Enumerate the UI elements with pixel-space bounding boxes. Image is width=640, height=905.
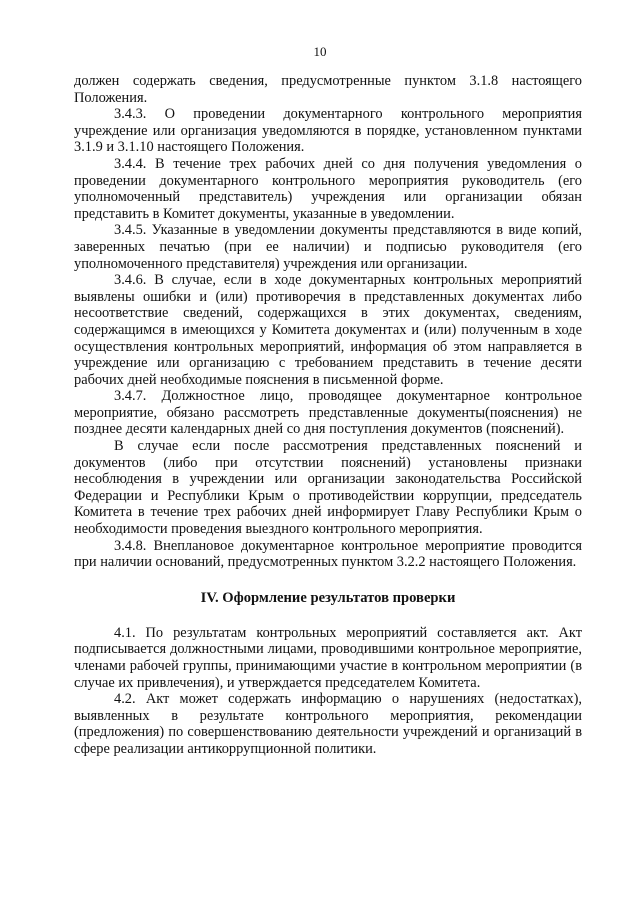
paragraph-4-1: 4.1. По результатам контрольных мероприятий составляется акт. Акт подписывается должностными лицами, проводившими контрольное мероприятие, членами рабочей группы, принимающими участие в контрольном мероприятии (в случае их привлечения), и утверждается председателем Комитета. [74, 624, 582, 691]
page-number: 10 [313, 44, 327, 59]
paragraph-3-4-5: 3.4.5. Указанные в уведомлении документы представляются в виде копий, заверенных печатью (при ее наличии) и подписью руководителя (его уполномоченного представителя) учреждения или организации. [74, 222, 582, 272]
paragraph-3-4-8: 3.4.8. Внеплановое документарное контрольное мероприятие проводится при наличии оснований, предусмотренных пунктом 3.2.2 настоящего Положения. [74, 537, 582, 571]
page-content [74, 73, 582, 758]
paragraph-3-4-7-followup: В случае если после рассмотрения представленных пояснений и документов (либо при отсутствии пояснений) установлены признаки несоблюдения в учреждении или организации законодательства Российской Федерации и Республики Крым о противодействии коррупции, председатель Комитета в течение трех рабочих дней информирует Главу Республики Крым о необходимости проведения выездного контрольного мероприятия. [74, 438, 582, 538]
paragraph-4-2: 4.2. Акт может содержать информацию о нарушениях (недостатках), выявленных в результате контрольного мероприятия, рекомендации (предложения) по совершенствованию деятельности учреждений и организаций в сфере реализации антикоррупционной политики. [74, 691, 582, 757]
paragraph-3-4-3: 3.4.3. О проведении документарного контрольного мероприятия учреждение или организация уведомляются в порядке, установленном пунктами 3.1.9 и 3.1.10 настоящего Положения. [74, 106, 582, 156]
paragraph-3-4-7: 3.4.7. Должностное лицо, проводящее документарное контрольное мероприятие, обязано рассмотреть представленные документы(пояснения) не позднее десяти календарных дней со дня поступления документов (пояснений). [74, 388, 582, 438]
paragraph-3-4-4: 3.4.4. В течение трех рабочих дней со дня получения уведомления о проведении документарного контрольного мероприятия руководитель (его уполномоченный представитель) учреждения или организации обязан представить в Комитет документы, указанные в уведомлении. [74, 155, 582, 222]
paragraph-3-4-6: 3.4.6. В случае, если в ходе документарных контрольных мероприятий выявлены ошибки и (или) противоречия в представленных документах либо несоответствие сведений, содержащихся в этих документах, сведениям, содержащимся в имеющихся у Комитета документах и (или) полученным в ходе осуществления контрольных мероприятий, информация об этом направляется в учреждение или организацию с требованием представить в течение десяти рабочих дней необходимые пояснения в письменной форме. [74, 272, 582, 388]
paragraph-continuation: должен содержать сведения, предусмотренные пунктом 3.1.8 настоящего Положения. [74, 73, 582, 106]
section-heading: IV. Оформление результатов проверки [200, 589, 456, 606]
